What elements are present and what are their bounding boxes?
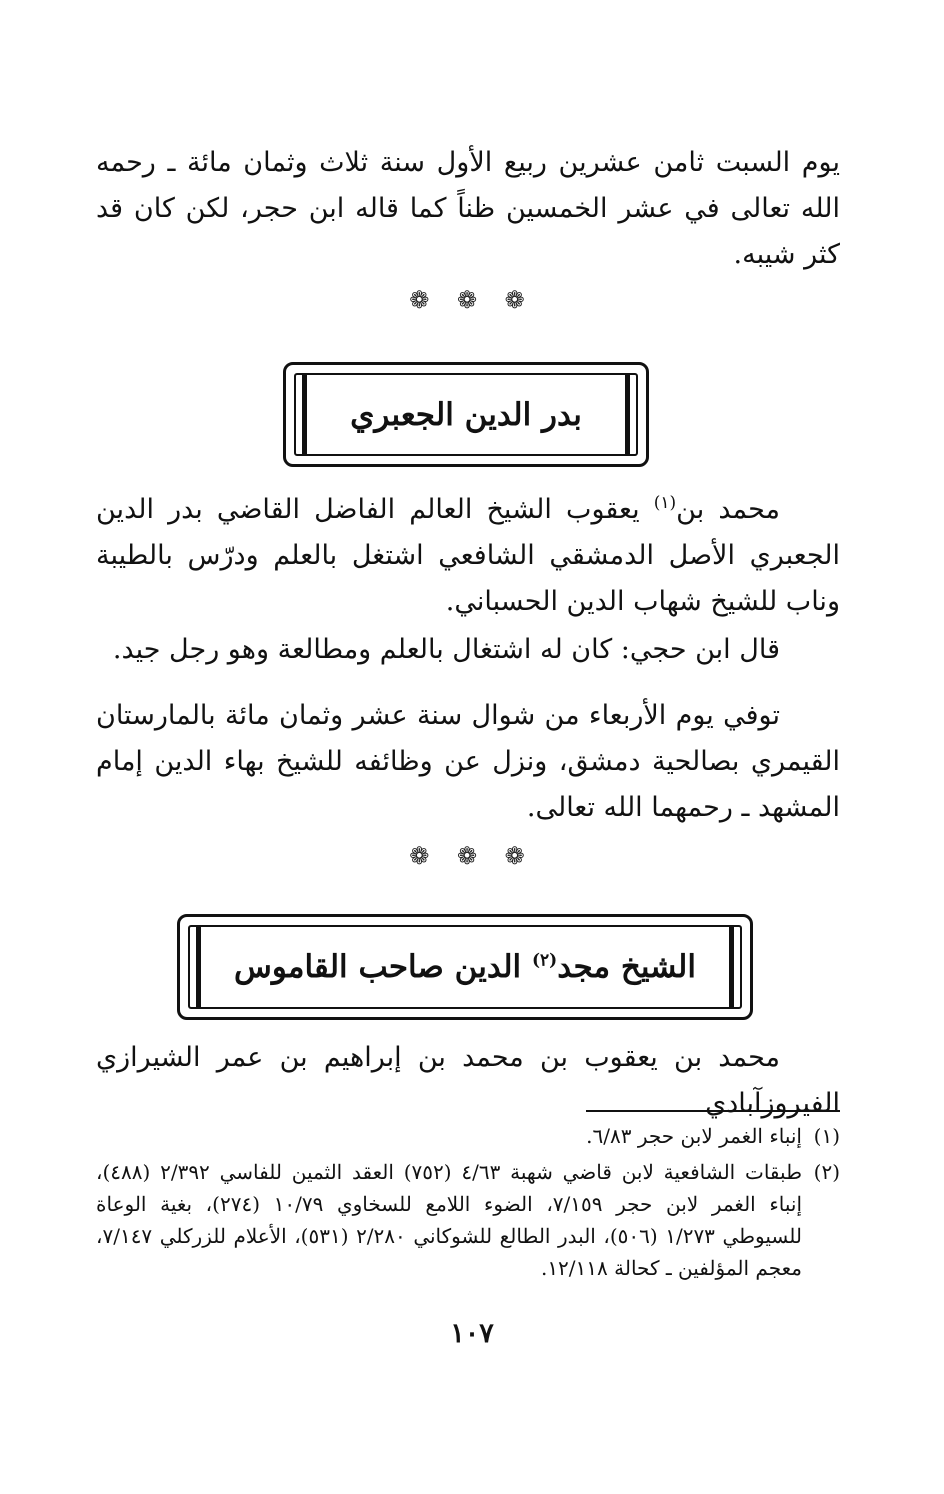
section-separator: ❁ ❁ ❁ [409,286,535,314]
entry-title-box [177,914,753,1020]
paragraph-biography [96,480,840,625]
title-inner-frame [188,925,742,1009]
entry-title-box [283,362,649,467]
page-number: ١٠٧ [450,1318,494,1349]
footnote-1 [96,1120,840,1152]
footnote-rule [586,1110,840,1112]
text-segment: يعقوب الشيخ العالم الفاضل القاضي بدر الدين الجعبري الأصل الدمشقي الشافعي اشتغل بالعلم ودرّس بالطيبة وناب للشيخ شهاب الدين الحسباني. [96,494,840,617]
footnote-text: طبقات الشافعية لابن قاضي شهبة ٤/٦٣ (٧٥٢) العقد الثمين للفاسي ٢/٣٩٢ (٤٨٨)، إنباء الغمر لابن حجر ٧/١٥٩، الضوء اللامع للسخاوي ١٠/٧٩ (٢٧٤)، بغية الوعاة للسيوطي ١/٢٧٣ (٥٠٦)، البدر الطالع للشوكاني ٢/٢٨٠ (٥٣١)، الأعلام للزركلي ٧/١٤٧، معجم المؤلفين ـ كحالة ١٢/١١٨. [96,1160,802,1280]
paragraph-death: توفي يوم الأربعاء من شوال سنة عشر وثمان مائة بالمارستان القيمري بصالحية دمشق، ونزل عن وظائفه للشيخ بهاء الدين إمام المشهد ـ رحمهما الله تعالى. [96,700,840,823]
entry-title [190,949,740,985]
title-inner-frame [294,373,638,456]
paragraph-quote: قال ابن حجي: كان له اشتغال بالعلم ومطالعة وهو رجل جيد. [112,634,780,665]
entry-title: بدر الدين الجعبري [350,396,582,433]
footnote-text: إنباء الغمر لابن حجر ٦/٨٣. [586,1124,802,1148]
footnote-number: (٢) [813,1160,840,1184]
title-segment: الشيخ مجد [557,949,696,985]
text-segment: محمد بن [676,494,781,525]
footnote-2 [96,1156,840,1284]
paragraph-entry-start: محمد بن يعقوب بن محمد بن إبراهيم بن عمر الشيرازي الفيروزآبادي [96,1042,840,1119]
footnote-ref: (١) [653,493,677,513]
footnote-ref: (٢) [531,950,558,971]
title-segment: الدين صاحب القاموس [234,949,532,985]
section-separator: ❁ ❁ ❁ [409,842,535,870]
footnote-number: (١) [813,1124,840,1148]
paragraph-continuation: يوم السبت ثامن عشرين ربيع الأول سنة ثلاث وثمان مائة ـ رحمه الله تعالى في عشر الخمسين ظناً كما قاله ابن حجر، لكن كان قد كثر شيبه. [96,147,840,270]
